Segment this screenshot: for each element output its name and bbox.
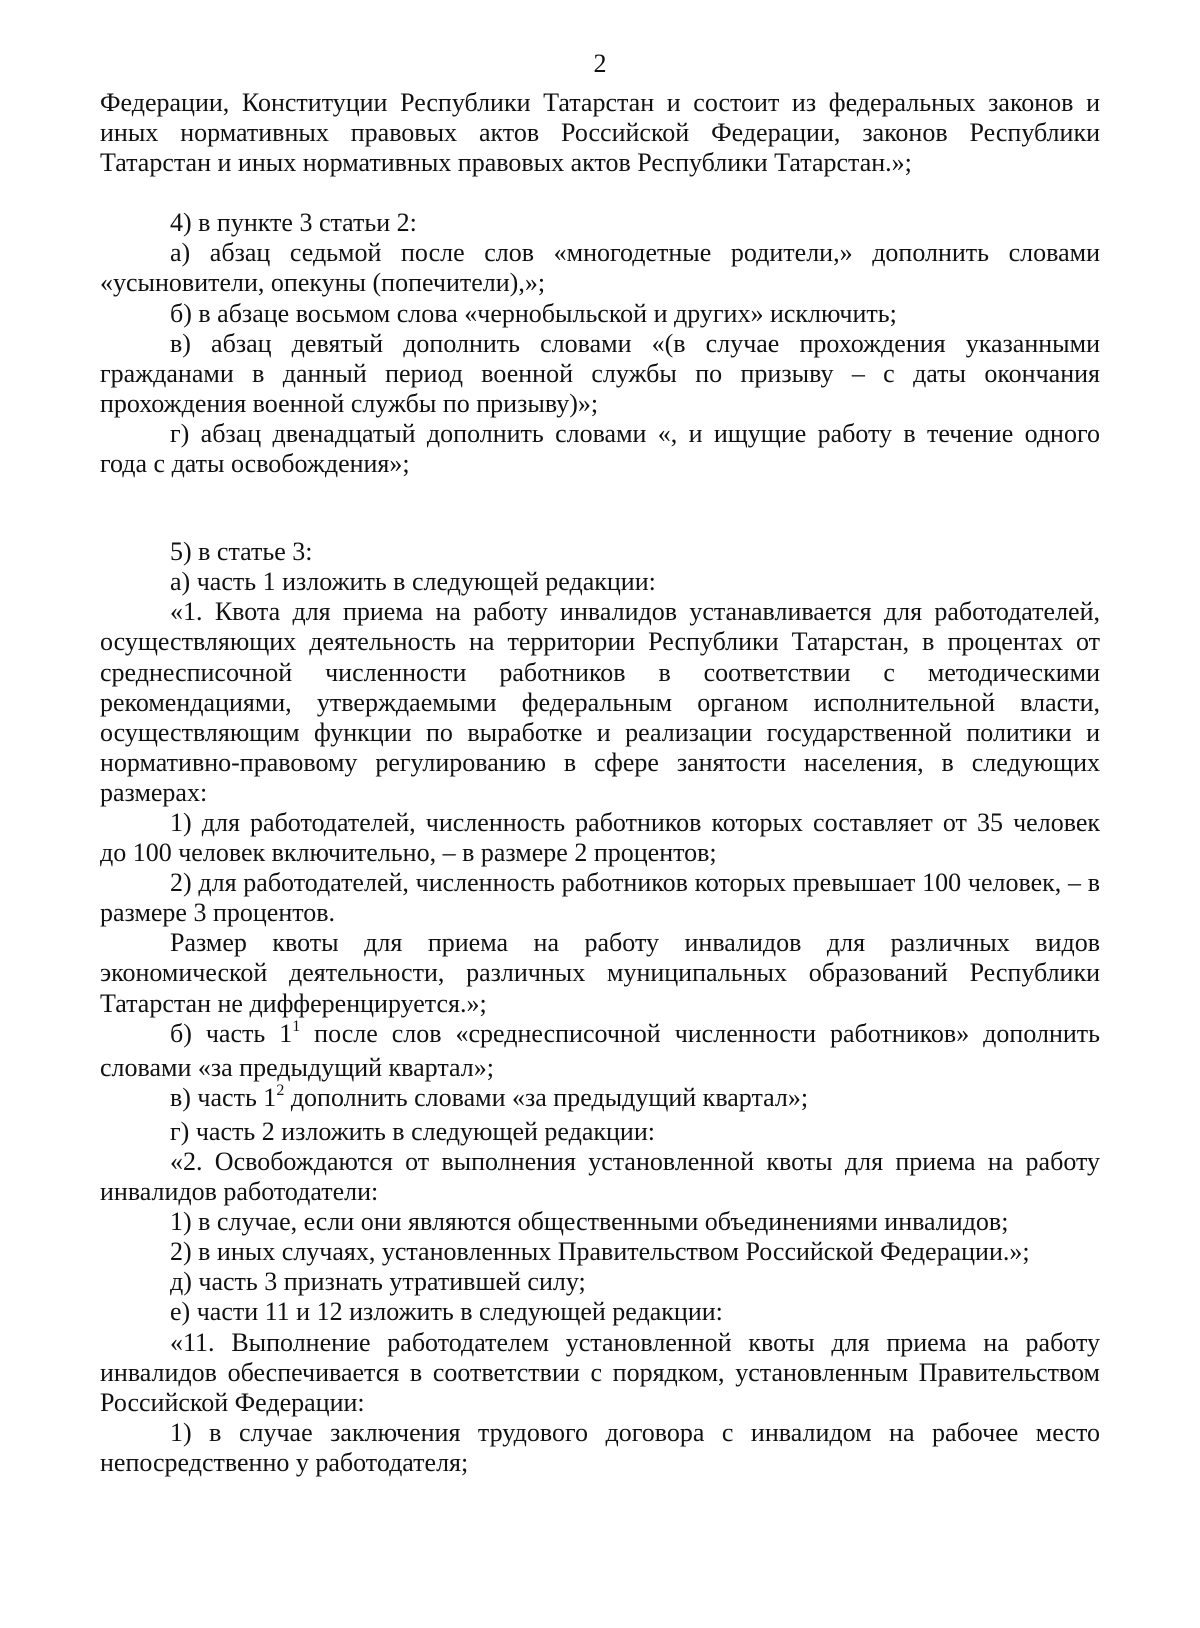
superscript: 2: [276, 1081, 285, 1099]
text-fragment: после слов «среднесписочной численности работников» дополнить словами «за предыдущий квартал»;: [100, 1018, 1100, 1082]
paragraph-quote-part-2: «2. Освобождаются от выполнения установленной квоты для приема на работу инвалидов работодатели:: [100, 1147, 1100, 1207]
paragraph-quote-part-11: «11. Выполнение работодателем установленной квоты для приема на работу инвалидов обеспечивается в соответствии с порядком, установленным Правительством Российской Федерации:: [100, 1327, 1100, 1417]
paragraph-subitem-e: е) части 11 и 12 изложить в следующей редакции:: [170, 1297, 723, 1327]
paragraph-subitem-d: д) часть 3 признать утратившей силу;: [170, 1267, 586, 1297]
paragraph-subitem-g: г) абзац двенадцатый дополнить словами «, и ищущие работу в течение одного года с даты освобождения»;: [100, 418, 1100, 479]
paragraph-subitem-g: г) часть 2 изложить в следующей редакции:: [170, 1116, 655, 1146]
paragraph-subitem-b-part-1-1: [100, 1019, 1100, 1083]
paragraph-fulfilment-1: 1) в случае заключения трудового договора с инвалидом на рабочее место непосредственно у работодателя;: [100, 1417, 1100, 1477]
paragraph-item-4-heading: 4) в пункте 3 статьи 2:: [170, 208, 417, 238]
paragraph-exemption-2: 2) в иных случаях, установленных Правительством Российской Федерации.»;: [170, 1237, 1030, 1267]
paragraph-subitem-a: а) абзац седьмой после слов «многодетные родители,» дополнить словами «усыновители, опекуны (попечители),»;: [100, 238, 1100, 298]
paragraph-quota-size-1: 1) для работодателей, численность работников которых составляет от 35 человек до 100 человек включительно, – в размере 2 процентов;: [100, 807, 1100, 868]
paragraph-spacer: [100, 178, 1100, 208]
paragraph-item-5-heading: 5) в статье 3:: [170, 537, 313, 567]
text-fragment: дополнить словами «за предыдущий квартал»;: [284, 1082, 809, 1112]
paragraph: Федерации, Конституции Республики Татарстан и состоит из федеральных законов и иных нормативных правовых актов Российской Федерации, законов Республики Татарстан и иных нормативных правовых актов Республики Татарстан.»;: [100, 88, 1100, 178]
paragraph-quote-part-1: «1. Квота для приема на работу инвалидов устанавливается для работодателей, осуществляющих деятельность на территории Республики Татарстан, в процентах от среднесписочной численности работников в соответствии с методическими рекомендациями, утверждаемыми федеральным органом исполнительной власти, осуществляющим функции по выработке и реализации государственной политики и нормативно-правовому регулированию в сфере занятости населения, в следующих размерах:: [100, 597, 1100, 807]
page-number: 2: [593, 49, 607, 78]
text-fragment: б) часть 1: [170, 1018, 293, 1048]
paragraph-subitem-a: а) часть 1 изложить в следующей редакции:: [170, 567, 656, 597]
document-body: [100, 88, 1100, 1478]
superscript: 1: [292, 1017, 301, 1035]
text-fragment: в) часть 1: [170, 1082, 277, 1112]
paragraph-quota-note: Размер квоты для приема на работу инвалидов для различных видов экономической деятельности, различных муниципальных образований Республики Татарстан не дифференцируется.»;: [100, 928, 1100, 1018]
paragraph-subitem-b: б) в абзаце восьмом слова «чернобыльской и других» исключить;: [170, 298, 897, 328]
paragraph-subitem-v-part-1-2: [100, 1083, 1100, 1117]
paragraph-spacer: [100, 479, 1100, 537]
paragraph-subitem-v: в) абзац девятый дополнить словами «(в случае прохождения указанными гражданами в данный период военной службы по призыву – с даты окончания прохождения военной службы по призыву)»;: [100, 328, 1100, 418]
paragraph-quota-size-2: 2) для работодателей, численность работников которых превышает 100 человек, – в размере 3 процентов.: [100, 868, 1100, 928]
paragraph-exemption-1: 1) в случае, если они являются общественными объединениями инвалидов;: [170, 1207, 1009, 1237]
